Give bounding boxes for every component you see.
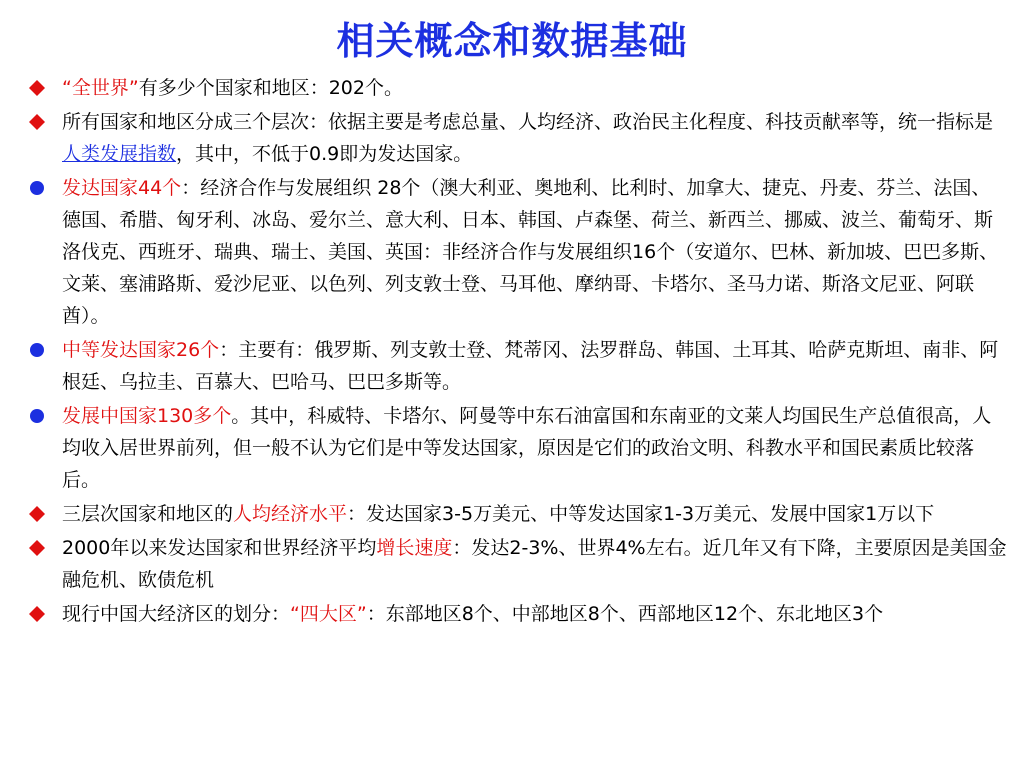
item-text: ：发达国家3-5万美元、中等发达国家1-3万美元、发展中国家1万以下: [347, 503, 935, 525]
item-text: ：发达2-3%、世界4%左右。近几年又有下降，主要原因是美国金融危机、欧债危机: [62, 537, 1007, 591]
list-item: [24, 106, 1008, 170]
list-item: [24, 72, 1008, 104]
item-text: 所有国家和地区分成三个层次：依据主要是考虑总量、人均经济、政治民主化程度、科技贡献率等，统一指标是: [62, 111, 994, 133]
item-text: 。其中，科威特、卡塔尔、阿曼等中东石油富国和东南亚的文莱人均国民生产总值很高，人均收入居世界前列，但一般不认为它们是中等发达国家，原因是它们的政治文明、科教水平和国民素质比较落后。: [62, 405, 992, 491]
item-text: 有多少个国家和地区：202个。: [138, 77, 403, 99]
list-item: [24, 532, 1008, 596]
highlight-text: 增长速度: [376, 537, 453, 559]
diamond-bullet-icon: [28, 605, 46, 623]
slide-title: 相关概念和数据基础: [336, 19, 688, 63]
highlight-text: “全世界”: [62, 77, 139, 99]
diamond-bullet-icon: [28, 539, 46, 557]
highlight-text: 人均经济水平: [233, 503, 348, 525]
item-text: ，其中，不低于0.9即为发达国家。: [176, 143, 473, 165]
circle-bullet-icon: [28, 407, 46, 425]
circle-bullet-icon: [28, 341, 46, 359]
item-text: 2000年以来发达国家和世界经济平均: [62, 537, 377, 559]
item-text: ：主要有：俄罗斯、列支敦士登、梵蒂冈、法罗群岛、韩国、土耳其、哈萨克斯坦、南非、阿根廷、乌拉圭、百慕大、巴哈马、巴巴多斯等。: [62, 339, 999, 393]
list-item: [24, 598, 1008, 630]
item-text: ：经济合作与发展组织 28个（澳大利亚、奥地利、比利时、加拿大、捷克、丹麦、芬兰、法国、德国、希腊、匈牙利、冰岛、爱尔兰、意大利、日本、韩国、卢森堡、荷兰、新西兰、挪威、波兰、葡萄牙、斯洛伐克、西班牙、瑞典、瑞士、美国、英国：非经济合作与发展组织16个（安道尔、巴林、新加坡、巴巴多斯、文莱、塞浦路斯、爱沙尼亚、以色列、列支敦士登、马耳他、摩纳哥、卡塔尔、圣马力诺、斯洛文尼亚、阿联酋）。: [62, 177, 999, 327]
list-item: [24, 172, 1008, 332]
list-item: [24, 498, 1008, 530]
item-text: 现行中国大经济区的划分：: [62, 603, 291, 625]
diamond-bullet-icon: [28, 505, 46, 523]
highlight-text: 发达国家44个: [62, 177, 182, 199]
item-text: 三层次国家和地区的: [62, 503, 234, 525]
highlight-text: 中等发达国家26个: [62, 339, 220, 361]
highlight-text: “四大区”: [290, 603, 367, 625]
bullet-list: [24, 72, 1008, 632]
circle-bullet-icon: [28, 179, 46, 197]
highlight-text: 发展中国家130多个: [62, 405, 232, 427]
list-item: [24, 334, 1008, 398]
diamond-bullet-icon: [28, 113, 46, 131]
diamond-bullet-icon: [28, 79, 46, 97]
list-item: [24, 400, 1008, 496]
hdi-link[interactable]: 人类发展指数: [62, 143, 177, 165]
item-text: ：东部地区8个、中部地区8个、西部地区12个、东北地区3个: [366, 603, 884, 625]
